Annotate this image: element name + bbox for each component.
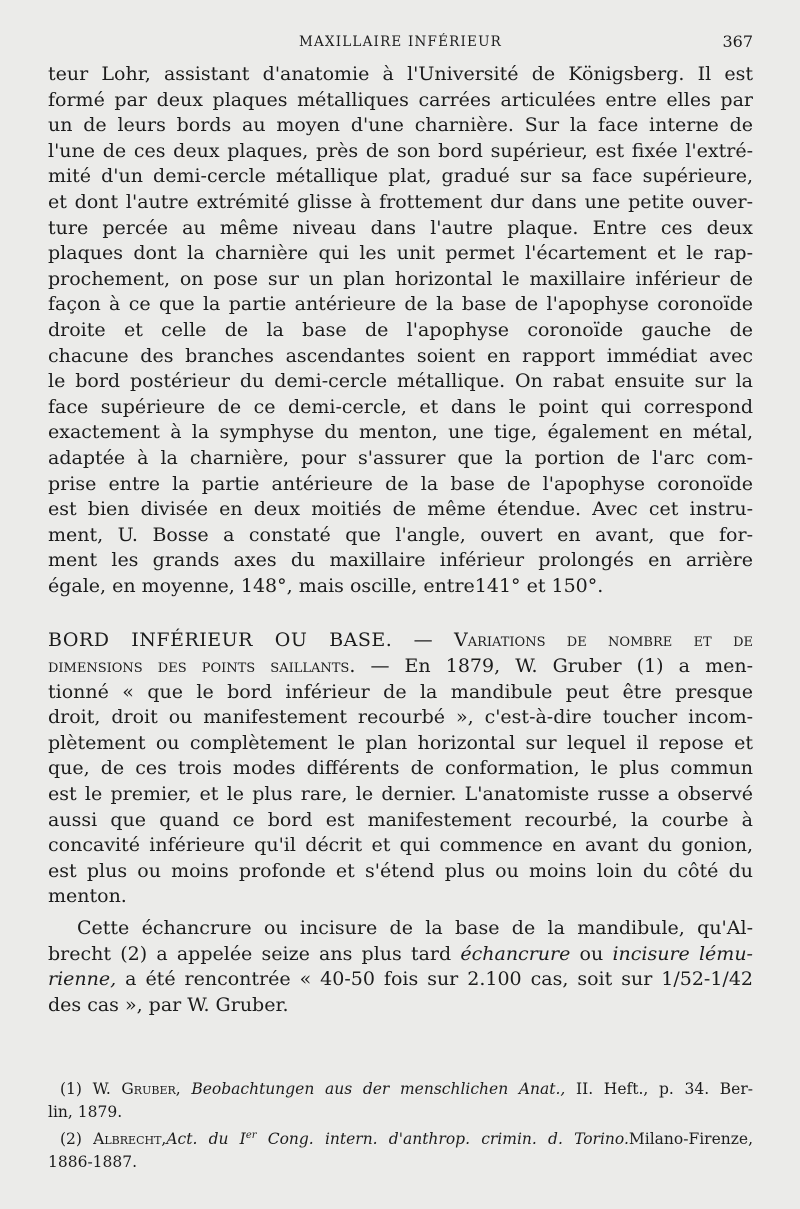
paragraph-3 [48,916,753,1018]
text-line: est le premier, et le plus rare, le dernier. L'anatomiste russe a observé [48,783,753,806]
text-line: le bord postérieur du demi-cercle métallique. On rabat ensuite sur la [48,370,753,393]
footnote-number: (2) [60,1130,82,1149]
section-subheading-cont: dimensions des points saillants. [48,655,356,678]
body-text [48,62,753,1018]
text-line: chacune des branches ascendantes soient en rapport immédiat avec [48,344,753,367]
text-line: prochement, on pose sur un plan horizontal le maxillaire inférieur de [48,267,753,290]
section-heading-line [48,628,753,654]
paragraph-2 [48,680,753,910]
section-subheading: Variations de nombre et de [454,629,753,652]
text-run: a été rencontrée « 40-50 fois sur 2.100 cas, soit sur 1/52-1/42 [116,968,753,991]
text-line: est bien divisée en deux moitiés de même étendue. Avec cet instru- [48,498,753,521]
text-line: plaques dont la charnière qui les unit permet l'écartement et le rap- [48,242,753,265]
text-line: tionné « que le bord inférieur de la mandibule peut être presque [48,680,753,703]
footnote-2 [60,1124,753,1151]
footnote-author: Albrecht, [93,1130,167,1149]
section-heading-block [48,628,753,679]
footnote-title: Act. du I [166,1130,246,1149]
footnote-number: (1) [60,1080,82,1098]
footnote-1 [60,1078,753,1101]
text-line: Cette échancrure ou incisure de la base de la mandibule, qu'Al- [77,917,753,939]
footnote-1-cont: lin, 1879. [48,1103,123,1121]
text-line: menton. [48,885,127,908]
text-line: droite et celle de la base de l'apophyse coronoïde gauche de [48,318,753,341]
text-line: un de leurs bords au moyen d'une charnière. Sur la face interne de [48,114,753,137]
text-line [48,942,753,968]
text-line: prise entre la partie antérieure de la base de l'apophyse coronoïde [48,472,753,495]
text-line: ment les grands axes du maxillaire inférieur prolongés en arrière [48,549,753,572]
paragraph-1 [48,62,753,599]
text-line: ment, U. Bosse a constaté que l'angle, ouvert en avant, que for- [48,523,753,546]
italic-term: rienne, [48,968,117,991]
footnote-2-cont: 1886-1887. [48,1153,138,1172]
footnote-superscript: er [245,1130,257,1141]
text-line: mité d'un demi-cercle métallique plat, gradué sur sa face supérieure, [48,165,753,188]
footnote-text: II. Heft., p. 34. Ber- [575,1080,753,1098]
page-number: 367 [722,32,753,51]
text-run: brecht (2) a appelée seize ans plus tard [48,942,461,965]
text-line: l'une de ces deux plaques, près de son bord supérieur, est fixée l'extré- [48,139,753,162]
text-line: et dont l'autre extrémité glisse à frottement dur dans une petite ouver- [48,190,753,213]
text-line: est plus ou moins profonde et s'étend plus ou moins loin du côté du [48,859,753,882]
paragraph-2-start: — En 1879, W. Gruber (1) a men- [370,655,753,678]
footnotes [48,1078,753,1174]
italic-term: échancrure [460,942,571,965]
text-line: des cas », par W. Gruber. [48,993,289,1016]
text-line: adaptée à la charnière, pour s'assurer que la portion de l'arc com- [48,446,753,469]
footnote-author: W. Gruber, [92,1080,181,1098]
running-title: MAXILLAIRE INFÉRIEUR [298,34,503,50]
footnote-title: Beobachtungen aus der menschlichen Anat., [191,1080,566,1098]
text-line: concavité inférieure qu'il décrit et qui commence en avant du gonion, [48,834,753,857]
page-header [48,32,753,52]
section-heading-line-2 [48,654,753,680]
text-run: ou [570,942,613,965]
text-line: égale, en moyenne, 148°, mais oscille, entre141° et 150°. [48,574,604,597]
heading-dash: — [413,629,433,652]
text-line: ture percée au même niveau dans l'autre plaque. Entre ces deux [48,216,753,239]
text-line: droit, droit ou manifestement recourbé », c'est-à-dire toucher incom- [48,706,753,729]
text-line [48,967,753,993]
text-line: face supérieure de ce demi-cercle, et dans le point qui correspond [48,395,753,418]
text-line: plètement ou complètement le plan horizontal sur lequel il repose et [48,731,753,754]
text-line: exactement à la symphyse du menton, une tige, également en métal, [48,421,753,444]
italic-term: incisure lému- [612,942,753,965]
text-line: que, de ces trois modes différents de conformation, le plus commun [48,757,753,780]
text-line: teur Lohr, assistant d'anatomie à l'Université de Königsberg. Il est [48,63,753,85]
text-line: aussi que quand ce bord est manifestement recourbé, la courbe à [48,808,753,831]
section-heading: BORD INFÉRIEUR OU BASE. [48,629,393,652]
text-line: façon à ce que la partie antérieure de la base de l'apophyse coronoïde [48,293,753,316]
footnote-title-cont: Cong. intern. d'anthrop. crimin. d. Torino. [256,1130,629,1149]
footnote-text: Milano-Firenze, [628,1130,753,1149]
text-line: formé par deux plaques métalliques carrées articulées entre elles par [48,88,753,111]
